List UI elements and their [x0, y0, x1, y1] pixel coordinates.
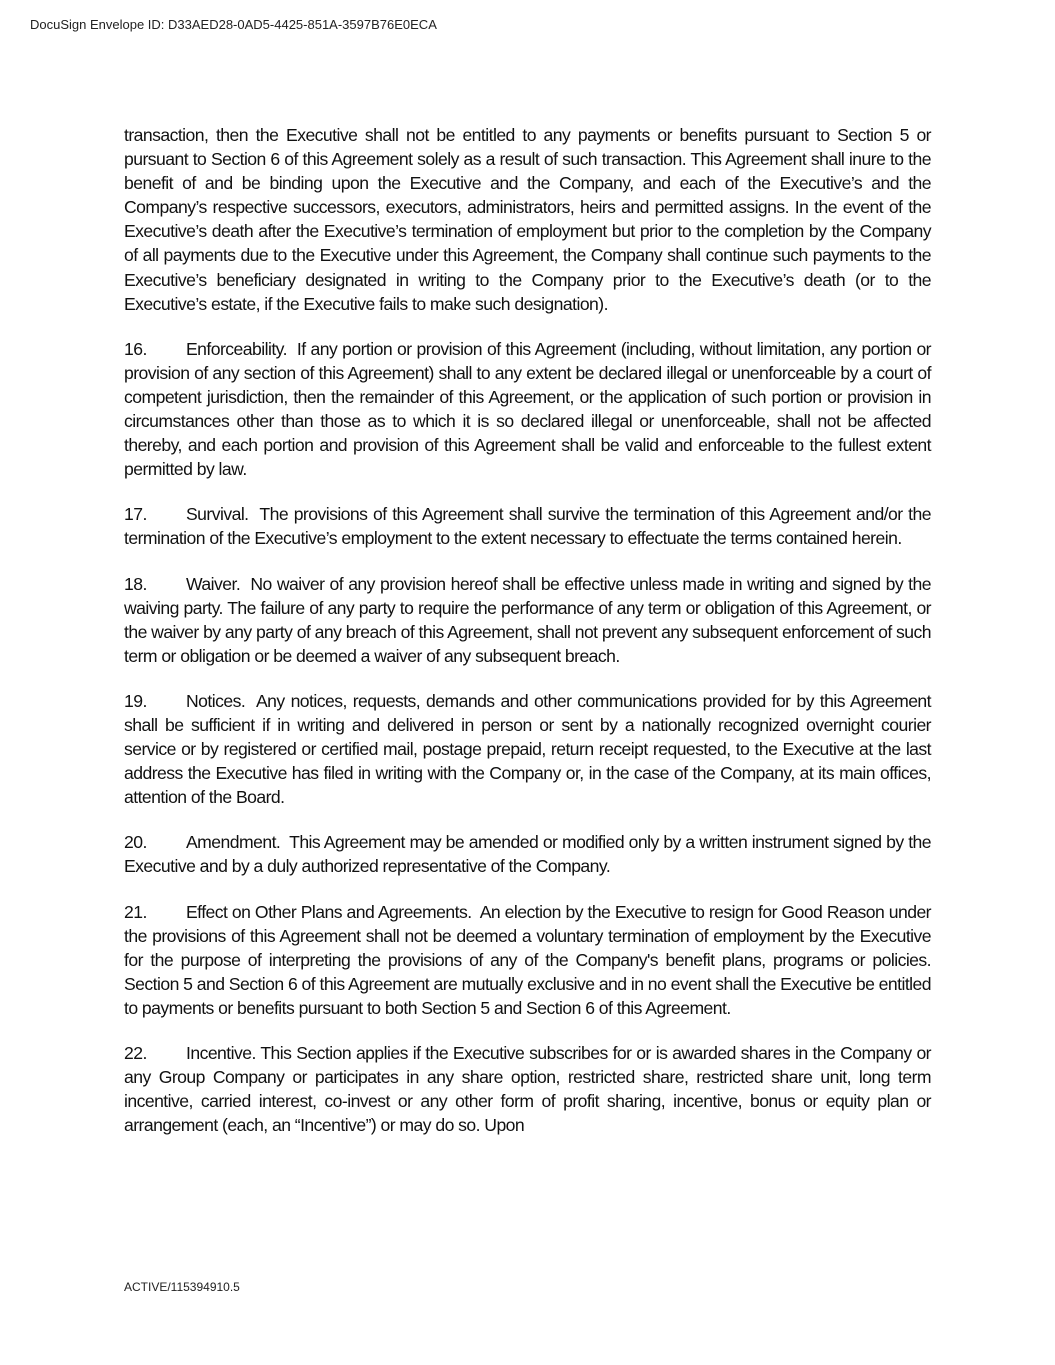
section-heading: Notices.	[186, 690, 246, 711]
section-number: 16.	[124, 338, 147, 359]
section-20	[124, 830, 931, 878]
section-number: 21.	[124, 901, 147, 922]
section-body: If any portion or provision of this Agreement (including, without limitation, any portion or provision of any section of this Agreement) shall to any extent be declared illegal or unenforceable by a court of competent jurisdiction, then the remainder of this Agreement, or the application of such portion or provision in circumstances other than those as to which it is so declared illegal or unenforceable, shall not be affected thereby, and each portion and provision of this Agreement shall be valid and enforceable to the fullest extent permitted by law.	[124, 338, 931, 480]
document-body	[124, 123, 931, 1158]
section-18	[124, 572, 931, 668]
section-body: The provisions of this Agreement shall survive the termination of this Agreement and/or the termination of the Executive’s employment to the extent necessary to effectuate the terms contained herein.	[124, 504, 931, 549]
section-number: 22.	[124, 1043, 147, 1063]
section-body: This Agreement may be amended or modified only by a written instrument signed by the Executive and by a duly authorized representative of the Company.	[124, 832, 932, 877]
section-number: 18.	[124, 573, 147, 594]
docusign-envelope-id: DocuSign Envelope ID: D33AED28-0AD5-4425-851A-3597B76E0ECA	[30, 17, 437, 32]
section-number: 20.	[124, 832, 147, 853]
section-heading: Incentive.	[186, 1043, 256, 1063]
section-heading: Survival.	[186, 504, 249, 525]
section-16	[124, 337, 931, 482]
section-19	[124, 689, 931, 809]
section-21	[124, 900, 931, 1020]
document-reference: ACTIVE/115394910.5	[124, 1280, 240, 1294]
section-body: No waiver of any provision hereof shall be effective unless made in writing and signed by the waiving party. The failure of any party to require the performance of any term or obligation of this Agreement, or the waiver by any party of any breach of this Agreement, shall not prevent any subsequent enforcement of such term or obligation or be deemed a waiver of any subsequent breach.	[124, 573, 931, 666]
section-number: 19.	[124, 690, 147, 711]
section-heading: Enforceability.	[186, 338, 287, 359]
section-number: 17.	[124, 504, 147, 525]
section-body: Any notices, requests, demands and other communications provided for by this Agreement shall be sufficient if in writing and delivered in person or sent by a nationally recognized overnight courier service or by registered or certified mail, postage prepaid, return receipt requested, to the Executive at the last address the Executive has filed in writing with the Company or, in the case of the Company, at its main offices, attention of the Board.	[124, 690, 931, 808]
section-17	[124, 502, 931, 550]
section-heading: Amendment.	[186, 832, 281, 853]
section-body: An election by the Executive to resign for Good Reason under the provisions of this Agreement shall not be deemed a voluntary termination of employment by the Executive for the purpose of interpreting the provisions of any of the Company's benefit plans, programs or policies. Section 5 and Section 6 of this Agreement are mutually exclusive and in no event shall the Executive be entitled to payments or benefits pursuant to both Section 5 and Section 6 of this Agreement.	[124, 901, 931, 1018]
section-heading: Effect on Other Plans and Agreements.	[186, 901, 472, 922]
section-body: This Section applies if the Executive subscribes for or is awarded shares in the Company or any Group Company or participates in any share option, restricted share, restricted share unit, long term incentive, carried interest, co-invest or any other form of profit sharing, incentive, bonus or equity plan or arrangement (each, an “Incentive”) or may do so. Upon	[124, 1043, 931, 1136]
intro-paragraph: transaction, then the Executive shall not be entitled to any payments or benefits pursuant to Section 5 or pursuant to Section 6 of this Agreement solely as a result of such transaction. This Agreement shall inure to the benefit of and be binding upon the Executive and the Company, and each of the Executive’s and the Company’s respective successors, executors, administrators, heirs and permitted assigns. In the event of the Executive’s death after the Executive’s termination of employment but prior to the completion by the Company of all payments due to the Executive under this Agreement, the Company shall continue such payments to the Executive’s beneficiary designated in writing to the Company prior to the Executive’s death (or to the Executive’s estate, if the Executive fails to make such designation).	[124, 125, 931, 314]
section-22	[124, 1041, 931, 1137]
section-heading: Waiver.	[186, 573, 241, 594]
